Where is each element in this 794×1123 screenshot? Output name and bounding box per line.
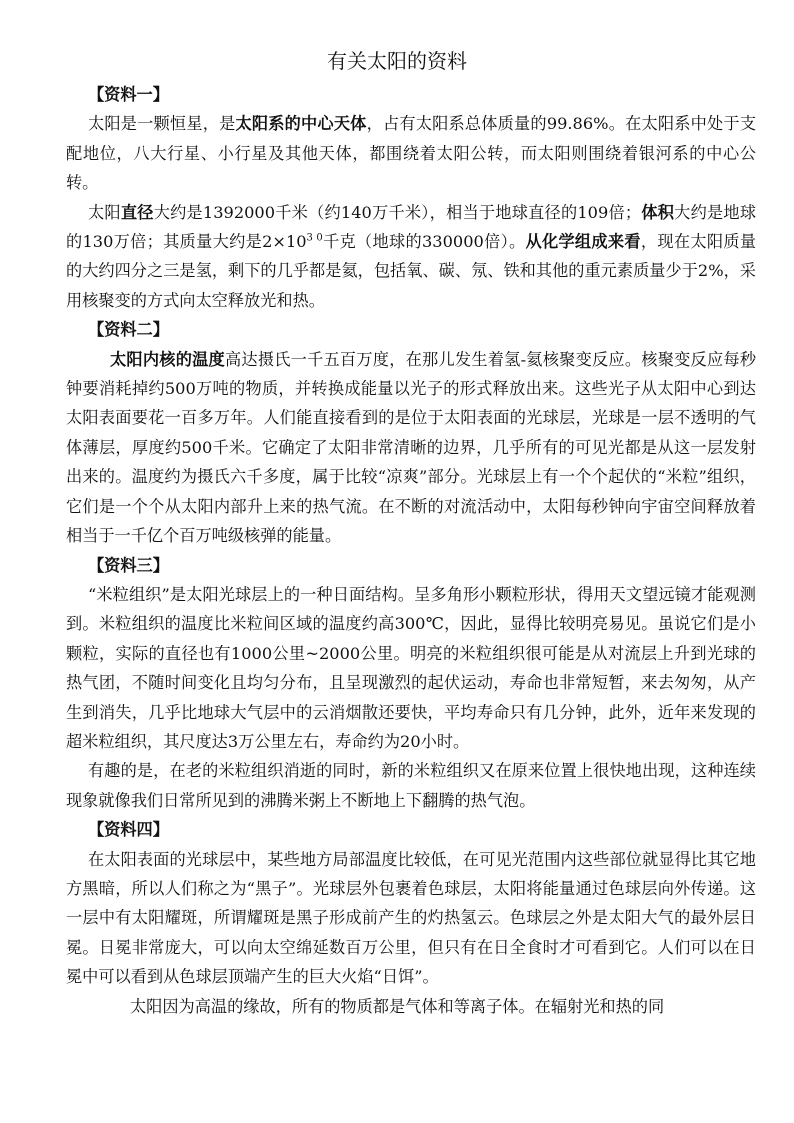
bold-phrase: 从化学组成来看 — [525, 232, 641, 252]
paragraph-1-1 — [66, 109, 756, 197]
paragraph-3-2: 有趣的是，在老的米粒组织消逝的同时，新的米粒组织又在原来位置上很快地出现，这种连续现象就像我们日常所见到的沸腾米粥上不断地上下翻腾的热气泡。 — [66, 761, 756, 810]
bold-phrase: 太阳系的中心天体 — [235, 114, 367, 134]
paragraph-3-1: “米粒组织”是太阳光球层上的一种日面结构。呈多角形小颗粒形状，得用天文望远镜才能观测到。米粒组织的温度比米粒间区域的温度约高300℃，因此，显得比较明亮易见。虽说它们是小颗粒，实际的直径也有1000公里~2000公里。明亮的米粒组织很可能是从对流层上升到光球的热气团，不随时间变化且均匀分布，且呈现激烈的起伏运动，寿命也非常短暂，来去匆匆，从产生到消失，几乎比地球大气层中的云消烟散还要快，平均寿命只有几分钟，此外，近年来发现的超米粒组织，其尺度达3万公里左右，寿命约为20小时。 — [66, 584, 756, 751]
paragraph-text: 高达摄氏一千五百万度，在那儿发生着氢-氦核聚变反应。核聚变反应每秒钟要消耗掉约500万吨的物质，并转换成能量以光子的形式释放出来。这些光子从太阳中心到达太阳表面要花一百多万年。人们能直接看到的是位于太阳表面的光球层，光球是一层不透明的气体薄层，厚度约500千米。它确定了太阳非常清晰的边界，几乎所有的可见光都是从这一层发射出来的。温度约为摄氏六千多度，属于比较“凉爽”部分。光球层上有一个个起伏的“米粒”组织，它们是一个个从太阳内部升上来的热气流。在不断的对流活动中，太阳每秒钟向宇宙空间释放着相当于一千亿个百万吨级核弹的能量。 — [66, 349, 757, 546]
section-heading-4: 【资料四】 — [88, 820, 169, 840]
paragraph-text: ，占有太阳系总体质量的99.86%。在太阳系中处于支配地位，八大行星、小行星及其他天体，都围绕着太阳公转，而太阳则围绕着银河系的中心公转。 — [66, 114, 757, 193]
bold-phrase: 太阳内核的温度 — [110, 349, 225, 369]
superscript-exponent: 3 0 — [306, 232, 323, 244]
bold-phrase: 直径 — [120, 202, 154, 222]
section-heading-2: 【资料二】 — [88, 320, 169, 340]
document-title: 有关太阳的资料 — [327, 49, 467, 73]
paragraph-text: 千克（地球的330000倍）。 — [322, 232, 526, 252]
paragraph-4-1: 在太阳表面的光球层中，某些地方局部温度比较低，在可见光范围内这些部位就显得比其它地方黑暗，所以人们称之为“黑子”。光球层外包裹着色球层，太阳将能量通过色球层向外传递。这一层中有太阳耀斑，所谓耀斑是黑子形成前产生的灼热氢云。色球层之外是太阳大气的最外层日冕。日冕非常庞大，可以向太空绵延数百万公里，但只有在日全食时才可看到它。人们可以在日冕中可以看到从色球层顶端产生的巨大火焰“日饵”。 — [66, 849, 756, 987]
paragraph-4-2: 太阳因为高温的缘故，所有的物质都是气体和等离子体。在辐射光和热的同 — [130, 996, 665, 1016]
document-body — [66, 80, 756, 1021]
paragraph-1-2 — [66, 198, 756, 316]
bold-phrase: 体积 — [641, 202, 675, 222]
paragraph-text: 大约是1392000千米（约140万千米），相当于地球直径的109倍； — [153, 202, 642, 222]
paragraph-text: 太阳是一颗恒星，是 — [88, 114, 236, 134]
paragraph-text: 大约是地球的130万倍；其质量大约是2×10 — [66, 202, 757, 252]
paragraph-2-1 — [66, 345, 756, 551]
section-heading-3: 【资料三】 — [88, 555, 169, 575]
section-heading-1: 【资料一】 — [88, 85, 169, 104]
paragraph-text: ，现在太阳质量的大约四分之三是氢，剩下的几乎都是氦，包括氧、碳、氖、铁和其他的重元素质量少于2%，采用核聚变的方式向太空释放光和热。 — [66, 232, 757, 310]
paragraph-text: 太阳 — [88, 202, 121, 222]
